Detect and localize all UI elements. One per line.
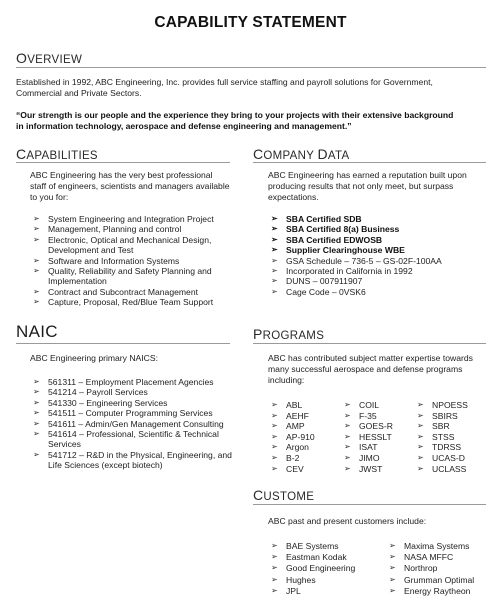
program-item: ➢ CEV bbox=[271, 463, 304, 474]
customers-heading bbox=[253, 487, 314, 503]
program-item: ➢ JWST bbox=[344, 463, 383, 474]
customers-heading-initial: C bbox=[253, 487, 264, 503]
customer-item: ➢ NASA MFFC bbox=[389, 552, 454, 563]
bullet-arrow-icon: ➢ bbox=[271, 541, 278, 550]
list-item: ➢ Cage Code – 0VSK6 bbox=[271, 286, 366, 297]
bullet-arrow-icon: ➢ bbox=[389, 552, 396, 562]
list-item: ➢ SBA Certified SDB bbox=[271, 214, 362, 224]
list-item: ➢ 541511 – Computer Programming Services bbox=[33, 408, 213, 419]
programs-grid bbox=[271, 400, 486, 474]
company-data-heading: COMPANY DATA bbox=[253, 146, 350, 162]
capabilities-rule bbox=[16, 162, 230, 163]
customer-item: ➢ Eastman Kodak bbox=[271, 552, 347, 563]
customers-grid bbox=[271, 541, 486, 597]
list-item: ➢ Software and Information Systems bbox=[33, 255, 180, 266]
bullet-arrow-icon: ➢ bbox=[271, 266, 278, 276]
bullet-arrow-icon: ➢ bbox=[271, 452, 278, 462]
bullet-arrow-icon: ➢ bbox=[417, 442, 424, 452]
bullet-arrow-icon: ➢ bbox=[271, 431, 278, 441]
program-item: ➢ SBR bbox=[417, 421, 450, 432]
bullet-arrow-icon: ➢ bbox=[33, 408, 40, 418]
customers-rule bbox=[253, 504, 486, 505]
bullet-arrow-icon: ➢ bbox=[33, 387, 40, 397]
program-item: ➢ COIL bbox=[344, 400, 380, 410]
program-item: ➢ ABL bbox=[271, 400, 303, 410]
customer-item: ➢ Maxima Systems bbox=[389, 541, 470, 551]
capabilities-list-wrap bbox=[33, 214, 243, 314]
company-data-intro: ABC Engineering has earned a reputation built upon producing results that not only meet, but surpass expectations. bbox=[268, 170, 467, 203]
program-item: ➢ JIMO bbox=[344, 452, 380, 463]
bullet-arrow-icon: ➢ bbox=[344, 410, 351, 420]
bullet-arrow-icon: ➢ bbox=[33, 397, 40, 407]
list-item: ➢ Management, Planning and control bbox=[33, 224, 182, 235]
capabilities-heading bbox=[16, 146, 98, 162]
bullet-arrow-icon: ➢ bbox=[33, 297, 40, 307]
overview-quote: “Our strength is our people and the experience they bring to your projects with their extensive background in information technology, aerospace and defense engineering and management.” bbox=[16, 110, 454, 132]
program-item: ➢ B-2 bbox=[271, 452, 300, 463]
bullet-arrow-icon: ➢ bbox=[271, 421, 278, 431]
bullet-arrow-icon: ➢ bbox=[271, 245, 278, 255]
list-item: ➢ 541611 – Admin/Gen Management Consulting bbox=[33, 418, 224, 429]
bullet-arrow-icon: ➢ bbox=[417, 410, 424, 420]
company-data-list-wrap bbox=[271, 214, 486, 307]
customer-item: ➢ Grumman Optimal bbox=[389, 574, 475, 585]
company-data-heading-initial: C bbox=[253, 146, 264, 162]
overview-heading-initial: O bbox=[16, 50, 28, 66]
list-item: ➢ SBA Certified EDWOSB bbox=[271, 234, 383, 245]
bullet-arrow-icon: ➢ bbox=[417, 463, 424, 473]
program-item: ➢ NPOESS bbox=[417, 400, 468, 410]
bullet-arrow-icon: ➢ bbox=[344, 463, 351, 473]
naic-list-wrap bbox=[33, 377, 248, 471]
list-item: ➢ 541330 – Engineering Services bbox=[33, 397, 168, 408]
bullet-arrow-icon: ➢ bbox=[389, 574, 396, 584]
customers-heading-rest: USTOME bbox=[263, 491, 315, 503]
bullet-arrow-icon: ➢ bbox=[389, 563, 396, 573]
customer-item: ➢ JPL bbox=[271, 585, 301, 596]
naic-heading: NAIC bbox=[16, 322, 58, 341]
naic-list bbox=[33, 377, 248, 471]
naic-rule bbox=[16, 343, 230, 344]
list-item: ➢ 541614 – Professional, Scientific & Technical Services bbox=[33, 429, 219, 450]
list-item: ➢ 561311 – Employment Placement Agencies bbox=[33, 377, 214, 387]
customer-item: ➢ Hughes bbox=[271, 574, 316, 585]
overview-heading bbox=[16, 50, 82, 66]
bullet-arrow-icon: ➢ bbox=[33, 418, 40, 428]
program-item: ➢ SBIRS bbox=[417, 410, 458, 421]
capabilities-heading-initial: C bbox=[16, 146, 27, 162]
capabilities-intro: ABC Engineering has the very best professional staff of engineers, scientists and managers available to you for: bbox=[30, 170, 230, 203]
bullet-arrow-icon: ➢ bbox=[33, 266, 40, 276]
capabilities-list bbox=[33, 214, 243, 308]
customers-intro: ABC past and present customers include: bbox=[268, 516, 427, 526]
bullet-arrow-icon: ➢ bbox=[271, 574, 278, 584]
bullet-arrow-icon: ➢ bbox=[344, 400, 351, 409]
programs-intro: ABC has contributed subject matter expertise towards many successful aerospace and defense programs including: bbox=[268, 353, 473, 386]
program-item: ➢ STSS bbox=[417, 431, 455, 442]
bullet-arrow-icon: ➢ bbox=[344, 431, 351, 441]
customer-item: ➢ Good Engineering bbox=[271, 563, 356, 574]
bullet-arrow-icon: ➢ bbox=[33, 224, 40, 234]
bullet-arrow-icon: ➢ bbox=[271, 276, 278, 286]
bullet-arrow-icon: ➢ bbox=[271, 410, 278, 420]
bullet-arrow-icon: ➢ bbox=[271, 585, 278, 595]
customer-item: ➢ Northrop bbox=[389, 563, 438, 574]
bullet-arrow-icon: ➢ bbox=[33, 377, 40, 386]
bullet-arrow-icon: ➢ bbox=[344, 452, 351, 462]
bullet-arrow-icon: ➢ bbox=[389, 585, 396, 595]
list-item: ➢ Electronic, Optical and Mechanical Design, Development and Test bbox=[33, 234, 212, 256]
program-item: ➢ F-35 bbox=[344, 410, 377, 421]
list-item: ➢ 541712 – R&D in the Physical, Engineering, and Life Sciences (except biotech) bbox=[33, 449, 232, 471]
overview-heading-rest: VERVIEW bbox=[27, 54, 83, 66]
programs-heading bbox=[253, 326, 324, 342]
customer-item: ➢ Energy Raytheon bbox=[389, 585, 471, 596]
list-item: ➢ System Engineering and Integration Project bbox=[33, 214, 214, 224]
bullet-arrow-icon: ➢ bbox=[33, 255, 40, 265]
program-item: ➢ GOES-R bbox=[344, 421, 393, 432]
program-item: ➢ UCLASS bbox=[417, 463, 467, 474]
bullet-arrow-icon: ➢ bbox=[271, 442, 278, 452]
bullet-arrow-icon: ➢ bbox=[417, 400, 424, 409]
program-item: ➢ AEHF bbox=[271, 410, 309, 421]
program-item: ➢ TDRSS bbox=[417, 442, 462, 453]
overview-rule bbox=[16, 67, 486, 68]
list-item: ➢ Incorporated in California in 1992 bbox=[271, 266, 413, 277]
overview-text: Established in 1992, ABC Engineering, Inc. provides full service staffing and payroll solutions for Government, Commercial and Private Sectors. bbox=[16, 77, 433, 99]
bullet-arrow-icon: ➢ bbox=[33, 429, 40, 439]
company-data-list bbox=[271, 214, 486, 297]
list-item: ➢ DUNS – 007911907 bbox=[271, 276, 363, 287]
bullet-arrow-icon: ➢ bbox=[417, 431, 424, 441]
bullet-arrow-icon: ➢ bbox=[389, 541, 396, 550]
list-item: ➢ Contract and Subcontract Management bbox=[33, 286, 199, 297]
programs-heading-initial: P bbox=[253, 326, 263, 342]
program-item: ➢ AMP bbox=[271, 421, 305, 432]
program-item: ➢ UCAS-D bbox=[417, 452, 465, 463]
bullet-arrow-icon: ➢ bbox=[271, 286, 278, 296]
bullet-arrow-icon: ➢ bbox=[344, 442, 351, 452]
bullet-arrow-icon: ➢ bbox=[271, 563, 278, 573]
bullet-arrow-icon: ➢ bbox=[344, 421, 351, 431]
list-item: ➢ SBA Certified 8(a) Business bbox=[271, 224, 400, 235]
program-item: ➢ ISAT bbox=[344, 442, 378, 453]
capabilities-heading-rest: APABILITIES bbox=[26, 150, 98, 162]
company-data-rule bbox=[253, 162, 486, 163]
bullet-arrow-icon: ➢ bbox=[417, 421, 424, 431]
program-item: ➢ HESSLT bbox=[344, 431, 392, 442]
bullet-arrow-icon: ➢ bbox=[271, 400, 278, 409]
bullet-arrow-icon: ➢ bbox=[271, 224, 278, 234]
bullet-arrow-icon: ➢ bbox=[271, 214, 278, 223]
bullet-arrow-icon: ➢ bbox=[271, 234, 278, 244]
bullet-arrow-icon: ➢ bbox=[271, 463, 278, 473]
bullet-arrow-icon: ➢ bbox=[271, 255, 278, 265]
list-item: ➢ Capture, Proposal, Red/Blue Team Support bbox=[33, 297, 214, 308]
programs-rule bbox=[253, 343, 486, 344]
bullet-arrow-icon: ➢ bbox=[417, 452, 424, 462]
bullet-arrow-icon: ➢ bbox=[33, 234, 40, 244]
naic-intro: ABC Engineering primary NAICS: bbox=[30, 353, 158, 363]
bullet-arrow-icon: ➢ bbox=[33, 286, 40, 296]
bullet-arrow-icon: ➢ bbox=[271, 552, 278, 562]
list-item: ➢ GSA Schedule – 736-5 – GS-02F-100AA bbox=[271, 255, 442, 266]
list-item: ➢ Supplier Clearinghouse WBE bbox=[271, 245, 405, 256]
bullet-arrow-icon: ➢ bbox=[33, 449, 40, 459]
program-item: ➢ AP-910 bbox=[271, 431, 315, 442]
program-item: ➢ Argon bbox=[271, 442, 309, 453]
page-title: CAPABILITY STATEMENT bbox=[154, 14, 347, 31]
programs-heading-rest: ROGRAMS bbox=[262, 330, 325, 342]
list-item: ➢ 541214 – Payroll Services bbox=[33, 387, 148, 398]
bullet-arrow-icon: ➢ bbox=[33, 214, 40, 223]
customer-item: ➢ BAE Systems bbox=[271, 541, 339, 551]
list-item: ➢ Quality, Reliability and Safety Planning and Implementation bbox=[33, 266, 212, 287]
